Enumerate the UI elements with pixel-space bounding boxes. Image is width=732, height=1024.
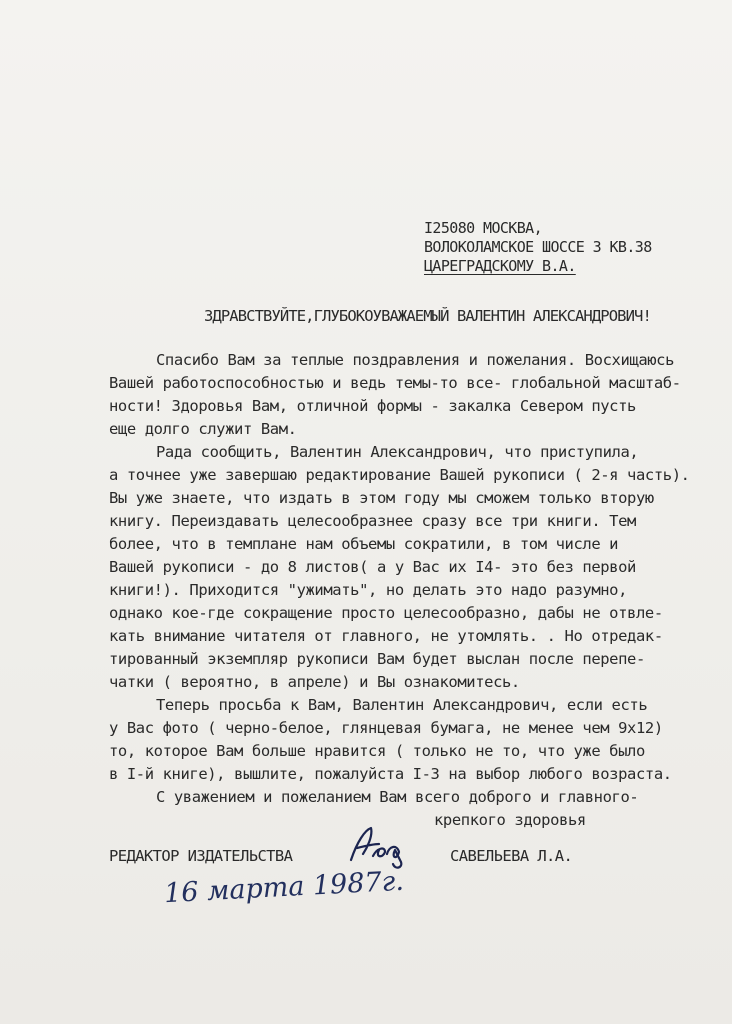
sender-position: РЕДАКТОР ИЗДАТЕЛЬСТВА [109,847,293,865]
greeting: ЗДРАВСТВУЙТЕ,ГЛУБОКОУВАЖАЕМЫЙ ВАЛЕНТИН АЛЕКСАНДРОВИЧ! [204,307,651,325]
handwritten-signature [343,822,413,872]
closing-line: С уважением и пожеланием Вам всего доброго и главного- [156,788,639,806]
body-line: чатки ( вероятно, в апреле) и Вы ознакомитесь. [109,673,520,691]
body-line: Вашей работоспособностью и ведь темы-то все- глобальной масштаб- [109,374,681,392]
body-line: Вы уже знаете, что издать в этом году мы сможем только вторую [109,489,654,507]
body-line: ности! Здоровья Вам, отличной формы - закалка Севером пусть [109,397,636,415]
body-line: более, что в темплане нам объемы сократили, в том числе и [109,535,619,553]
body-line: книгу. Переиздавать целесообразнее сразу все три книги. Тем [109,512,636,530]
body-line: Вашей рукописи - до 8 листов( а у Вас их I4- это без первой [109,558,636,576]
handwritten-date: 16 марта 1987г. [163,865,405,910]
body-line: у Вас фото ( черно-белое, глянцевая бумага, не менее чем 9х12) [109,719,663,737]
sender-name: САВЕЛЬЕВА Л.А. [450,847,573,865]
body-line: в I-й книге), вышлите, пожалуйста I-3 на выбор любого возраста. [109,765,672,783]
body-line: то, которое Вам больше нравится ( только не то, что уже было [109,742,645,760]
body-line: а точнее уже завершаю редактирование Вашей рукописи ( 2-я часть). [109,466,690,484]
body-line: Теперь просьба к Вам, Валентин Александрович, если есть [156,696,648,714]
address-line-1: I25080 МОСКВА, [424,219,543,237]
address-line-3: ЦАРЕГРАДСКОМУ В.А. [424,257,576,275]
body-line: тированный экземпляр рукописи Вам будет выслан после перепе- [109,650,645,668]
body-line: однако кое-где сокращение просто целесообразно, дабы не отвле- [109,604,663,622]
closing-line: крепкого здоровья [434,811,586,829]
address-line-2: ВОЛОКОЛАМСКОЕ ШОССЕ 3 КВ.38 [424,238,652,256]
body-line: книги!). Приходится "ужимать", но делать это надо разумно, [109,581,628,599]
body-line: Рада сообщить, Валентин Александрович, что приступила, [156,443,639,461]
body-line: еще долго служит Вам. [109,420,297,438]
body-line: Спасибо Вам за теплые поздравления и пожелания. Восхищаюсь [156,351,675,369]
body-line: кать внимание читателя от главного, не утомлять. . Но отредак- [109,627,663,645]
